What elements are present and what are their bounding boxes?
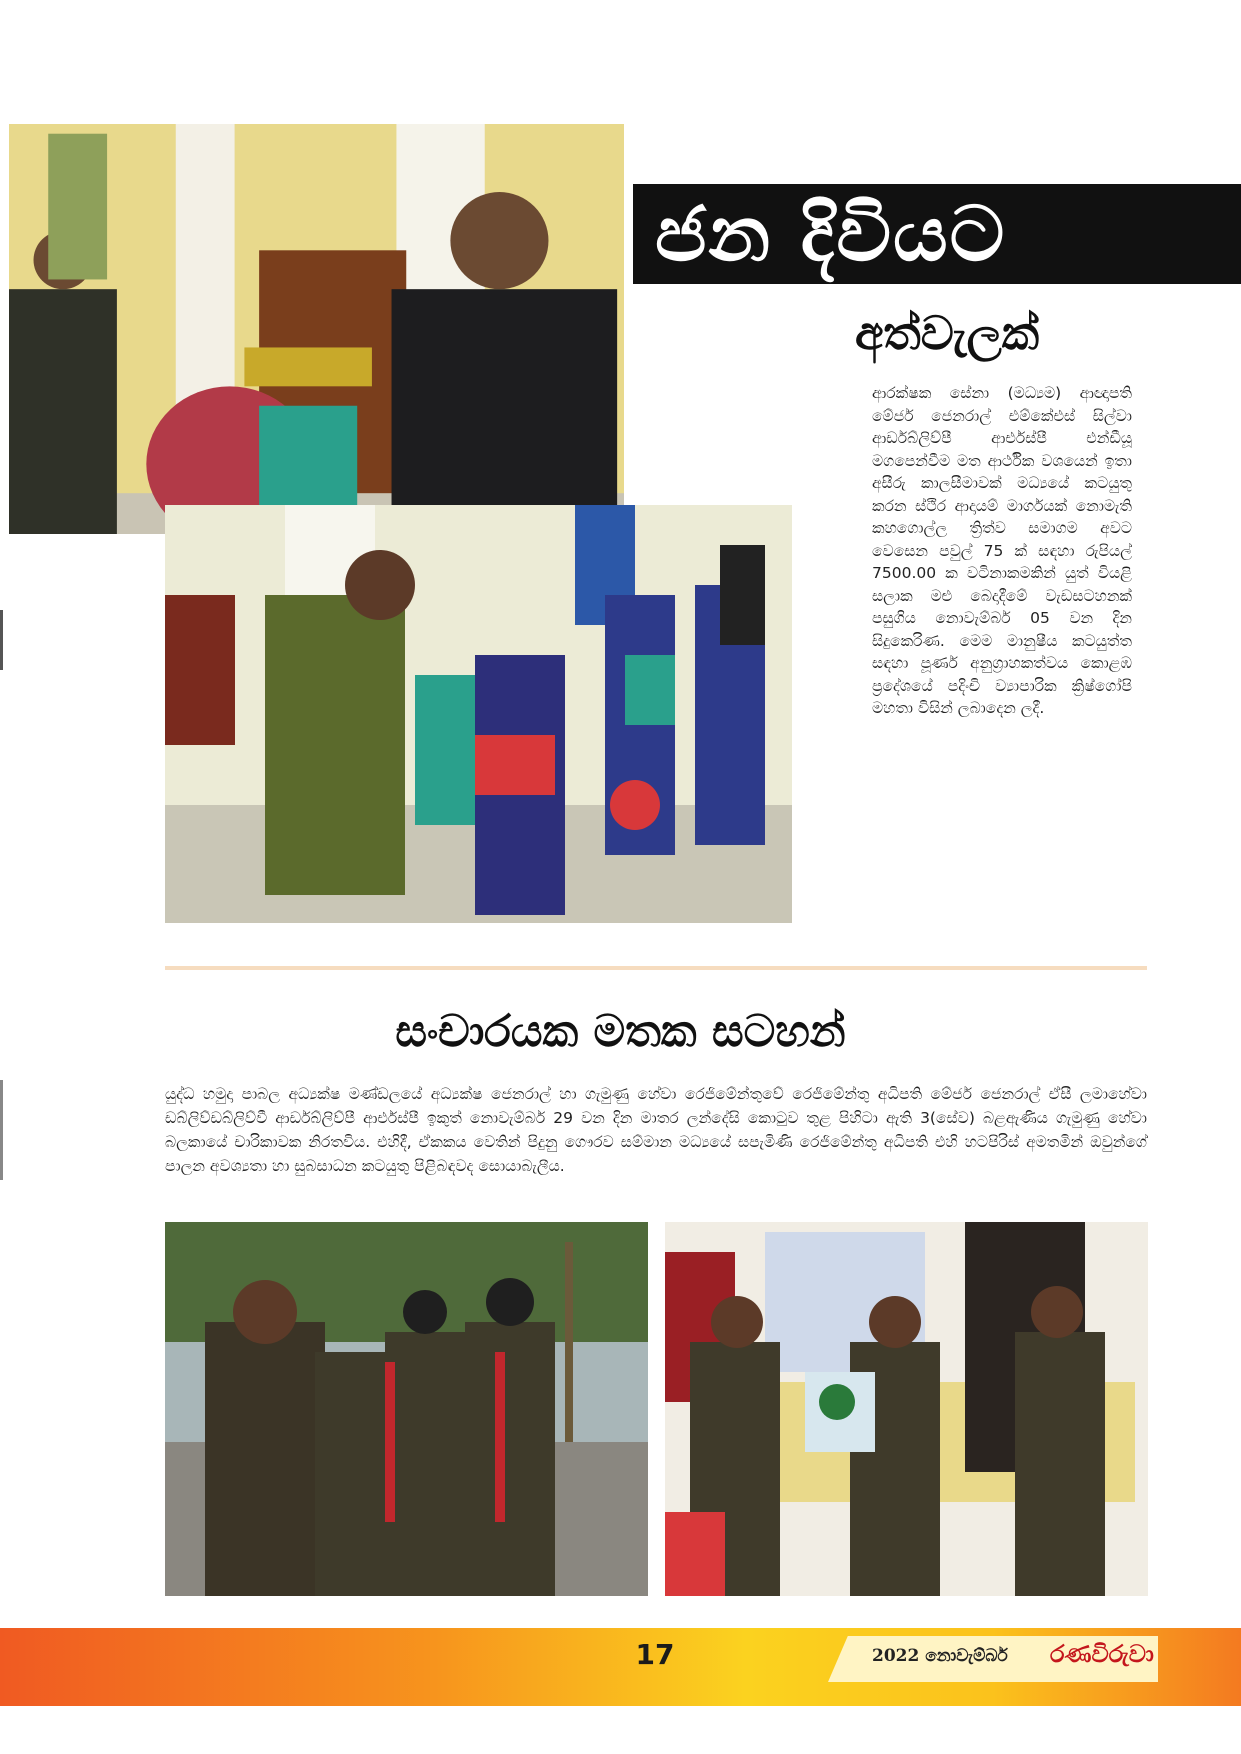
page-edge-mark <box>0 610 3 670</box>
issue-date: 2022 නොවැම්බර් <box>872 1646 1008 1666</box>
photo-ration-distribution-1 <box>3 118 630 540</box>
photo-regiment-visit-2 <box>665 1222 1148 1596</box>
section-divider <box>165 966 1147 970</box>
article-subtitle: අත්වැලක් <box>855 306 1040 360</box>
article-body: ආරක්ෂක සේනා (මධ්‍යම) ආඥාපති මේජර් ජෙනරාල් එම්කේඑස් සිල්වා ආර්ඩබ්ලිව්පී ආර්එස්පී එන්ඩීයූ මගපෙන්වීම මත ආර්ථික වශයෙන් ඉතා අසීරු කාලසීමාවක් මධ්‍යයේ කටයුතු කරන ස්ථිර ආදායම් මාර්ගයක් නොමැති කහගොල්ල ත්‍රිත්ව සමාගම අවට වෙසෙන පවුල් 75 ක් සඳහා රුපියල් 7500.00 ක වටිනාකමකින් යුත් වියළි සලාක මළු බෙදාදීමේ වැඩසටහනක් පසුගිය නොවැම්බර් 05 වන දින සිදුකෙරිණ. මෙම මානුෂීය කටයුත්ත සඳහා පූර්ණ අනුග්‍රාහකත්වය කොළඹ ප්‍රදේශයේ පදිංචි ව්‍යාපාරික ක්‍රිෂ්ගෝපි මහතා විසින් ලබාදෙන ලදී. <box>872 384 1132 717</box>
page-edge-mark <box>0 1080 3 1180</box>
magazine-logo: රණවිරුවා <box>1050 1640 1154 1668</box>
section-heading: සංචාරයක මතක සටහන් <box>395 1006 846 1057</box>
article-title: ජන දිවියට <box>655 189 1007 278</box>
photo-regiment-visit-1 <box>165 1222 648 1596</box>
photo-ration-distribution-2 <box>165 505 792 923</box>
page-number: 17 <box>635 1638 675 1671</box>
section-body: යුද්ධ හමුදා පාබල අධ්‍යක්ෂ මණ්ඩලයේ අධ්‍යක්ෂ ජෙනරාල් හා ගැමුණු හේවා රෙජිමේන්තුවේ රෙජිමේන්තු අධිපති මේජර් ජෙනරාල් ඒසී ලමාහේවා ඩබ්ලිව්ඩබ්ලිව්වී ආර්ඩබ්ලිව්පී ආර්එස්පී ඉකුත් නොවැම්බර් 29 වන දින මාතර ලන්දේසි කොටුව තුළ පිහිටා ඇති 3(සේව) බළඇණිය ගැමුණු හේවා බලකායේ චාරිකාවක නිරතවිය. එහිදී, ඒකකය වෙතින් පිදුනු ගෞරව සම්මාන මධ්‍යයේ සපැමිණි රෙජිමේන්තු අධිපති එහි හටපිරිස් අමතමින් ඔවුන්ගේ පාලන අවශ්‍යතා හා සුබසාධන කටයුතු පිළිබඳවද සොයාබැලීය. <box>165 1085 1147 1175</box>
